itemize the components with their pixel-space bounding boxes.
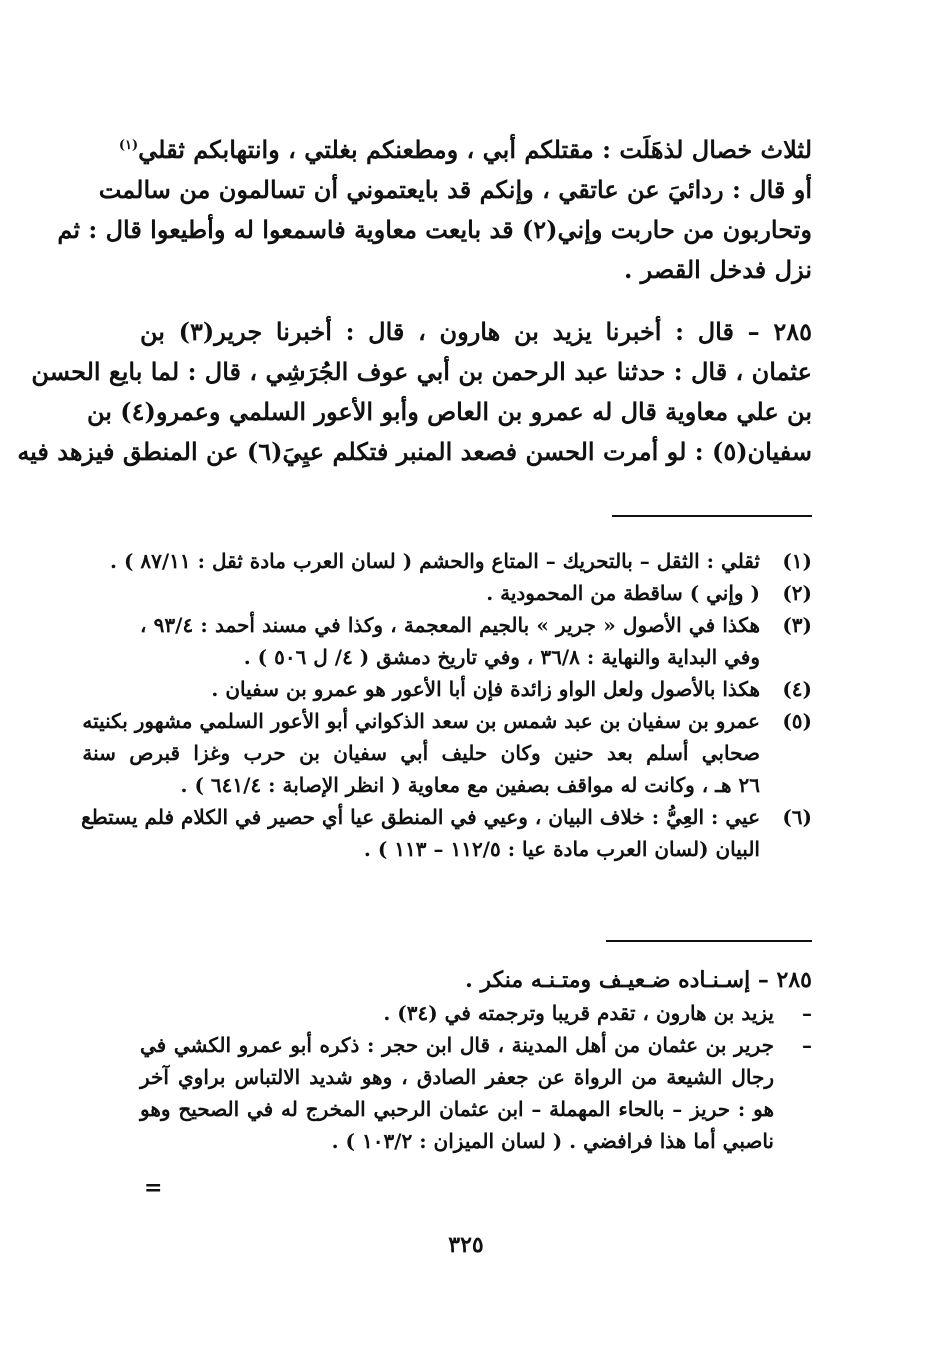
footnote-number: (٢) [782, 581, 812, 605]
footnote-number: (٦) [782, 805, 812, 829]
footnote-body [140, 609, 760, 673]
continuation-mark: = [144, 1175, 163, 1201]
commentary-item [140, 1029, 812, 1157]
page-number: ٣٢٥ [448, 1232, 484, 1258]
main-text-block [57, 130, 812, 290]
main-text-line-text: نزل فدخل القصر . [623, 255, 812, 284]
main-text-line [118, 130, 812, 170]
main-text-line-text: أو قال : ردائيَ عن عاتقي ، وإنكم قد بايعتموني أن تسالمون من سالمت [98, 175, 812, 204]
commentary-item [140, 997, 812, 1029]
footnote-line: عيي : العِيُّ : خلاف البيان ، وعيي في المنطق عيا أي حصير في الكلام فلم يستطع [81, 805, 760, 829]
footnote [81, 801, 812, 865]
footnote-ref: (١) [118, 138, 139, 153]
footnote [140, 609, 812, 673]
commentary-line: يزيد بن هارون ، تقدم قريبا وترجمته في (٣٤) . [383, 1001, 774, 1025]
footnote-line: البيان (لسان العرب مادة عيا : ١١٢/٥ – ١١٣ ) . [363, 837, 760, 861]
footnote-number: (٤) [782, 677, 812, 701]
commentary-item-body [140, 1029, 774, 1157]
footnote-separator [612, 515, 812, 517]
commentary-title-text: – إسـنـاده ضـعيـف ومتـنـه منكر . [465, 967, 769, 993]
commentary-number: ٢٨٥ [776, 967, 812, 993]
footnote-line: عمرو بن سفيان بن عبد شمس بن سعد الذكواني أبو الأعور السلمي مشهور بكنيته [82, 709, 760, 733]
narration-line-text: عثمان ، قال : حدثنا عبد الرحمن بن أبي عوف الجُرَشِي ، قال : لما بايع الحسن [31, 357, 812, 386]
commentary-title [140, 963, 812, 997]
main-text-line-text: لثلاث خصال لذهَلَت : مقتلكم أبي ، ومطعنكم بغلتي ، وانتهابكم ثقلي [138, 135, 812, 164]
commentary-line: ناصبي أما هذا فرافضي . ( لسان الميزان : ١٠٣/٢ ) . [331, 1129, 774, 1153]
commentary-dash: – [802, 1001, 812, 1025]
footnote-body [110, 545, 760, 577]
main-text-line [57, 210, 812, 250]
narration-line [140, 312, 812, 352]
narration-number: ٢٨٥ [773, 317, 812, 346]
narration-line [17, 432, 812, 472]
footnotes-list [81, 545, 812, 865]
commentary-dash: – [802, 1033, 812, 1057]
footnote-body [140, 673, 760, 705]
commentary-separator [606, 940, 812, 942]
footnote-line: وفي البداية والنهاية : ٣٦/٨ ، وفي تاريخ دمشق ( ٤/ ل ٥٠٦ ) . [243, 645, 760, 669]
commentary-line: رجال الشيعة من الرواة عن جعفر الصادق ، وهو شديد الالتباس براوي آخر [140, 1065, 774, 1089]
footnote-number: (٥) [782, 709, 812, 733]
narration-line-text: بن علي معاوية قال له عمرو بن العاص وأبو الأعور السلمي وعمرو(٤) بن [86, 397, 812, 426]
commentary-item-body [140, 997, 774, 1029]
footnote [140, 577, 812, 609]
narration-line-text: سفيان(٥) : لو أمرت الحسن فصعد المنبر فتكلم عيِيَ(٦) عن المنطق فيزهد فيه [17, 437, 812, 466]
footnote-line: صحابي أسلم بعد حنين وكان حليف أبي سفيان بن حرب وغزا قبرص سنة [82, 741, 760, 765]
footnote-body [140, 577, 760, 609]
footnote-line: هكذا بالأصول ولعل الواو زائدة فإن أبا الأعور هو عمرو بن سفيان . [211, 677, 760, 701]
main-text-line [98, 170, 812, 210]
commentary-block [140, 963, 812, 1157]
narration-line [86, 392, 812, 432]
footnote [82, 705, 812, 801]
footnote-line: هكذا في الأصول « جرير » بالجيم المعجمة ، وكذا في مسند أحمد : ٩٣/٤ ، [140, 613, 760, 637]
footnote-number: (١) [782, 549, 812, 573]
narration-line [31, 352, 812, 392]
commentary-items [140, 997, 812, 1157]
footnote-body [81, 801, 760, 865]
footnote-line: ثقلي : الثقل – بالتحريك – المتاع والحشم ( لسان العرب مادة ثقل : ٨٧/١١ ) . [110, 549, 760, 573]
commentary-line: هو : حريز – بالحاء المهملة – ابن عثمان الرحبي المخرج له في الصحيح وهو [140, 1097, 774, 1121]
footnote-body [82, 705, 760, 801]
footnote [110, 545, 812, 577]
main-text-line [140, 250, 812, 290]
footnote-number: (٣) [782, 613, 812, 637]
footnote-line: ( وإني ) ساقطة من المحمودية . [486, 581, 760, 605]
narration-285 [17, 312, 812, 472]
footnote-line: ٢٦ هـ ، وكانت له مواقف بصفين مع معاوية ( انظر الإصابة : ٦٤١/٤ ) . [180, 773, 760, 797]
footnote [140, 673, 812, 705]
main-text-line-text: وتحاربون من حاربت وإني(٢) قد بايعت معاوية فاسمعوا له وأطيعوا قال : ثم [57, 215, 812, 244]
commentary-line: جرير بن عثمان من أهل المدينة ، قال ابن حجر : ذكره أبو عمرو الكشي في [140, 1033, 774, 1057]
narration-line-text: – قال : أخبرنا يزيد بن هارون ، قال : أخبرنا جرير(٣) بن [140, 317, 760, 346]
